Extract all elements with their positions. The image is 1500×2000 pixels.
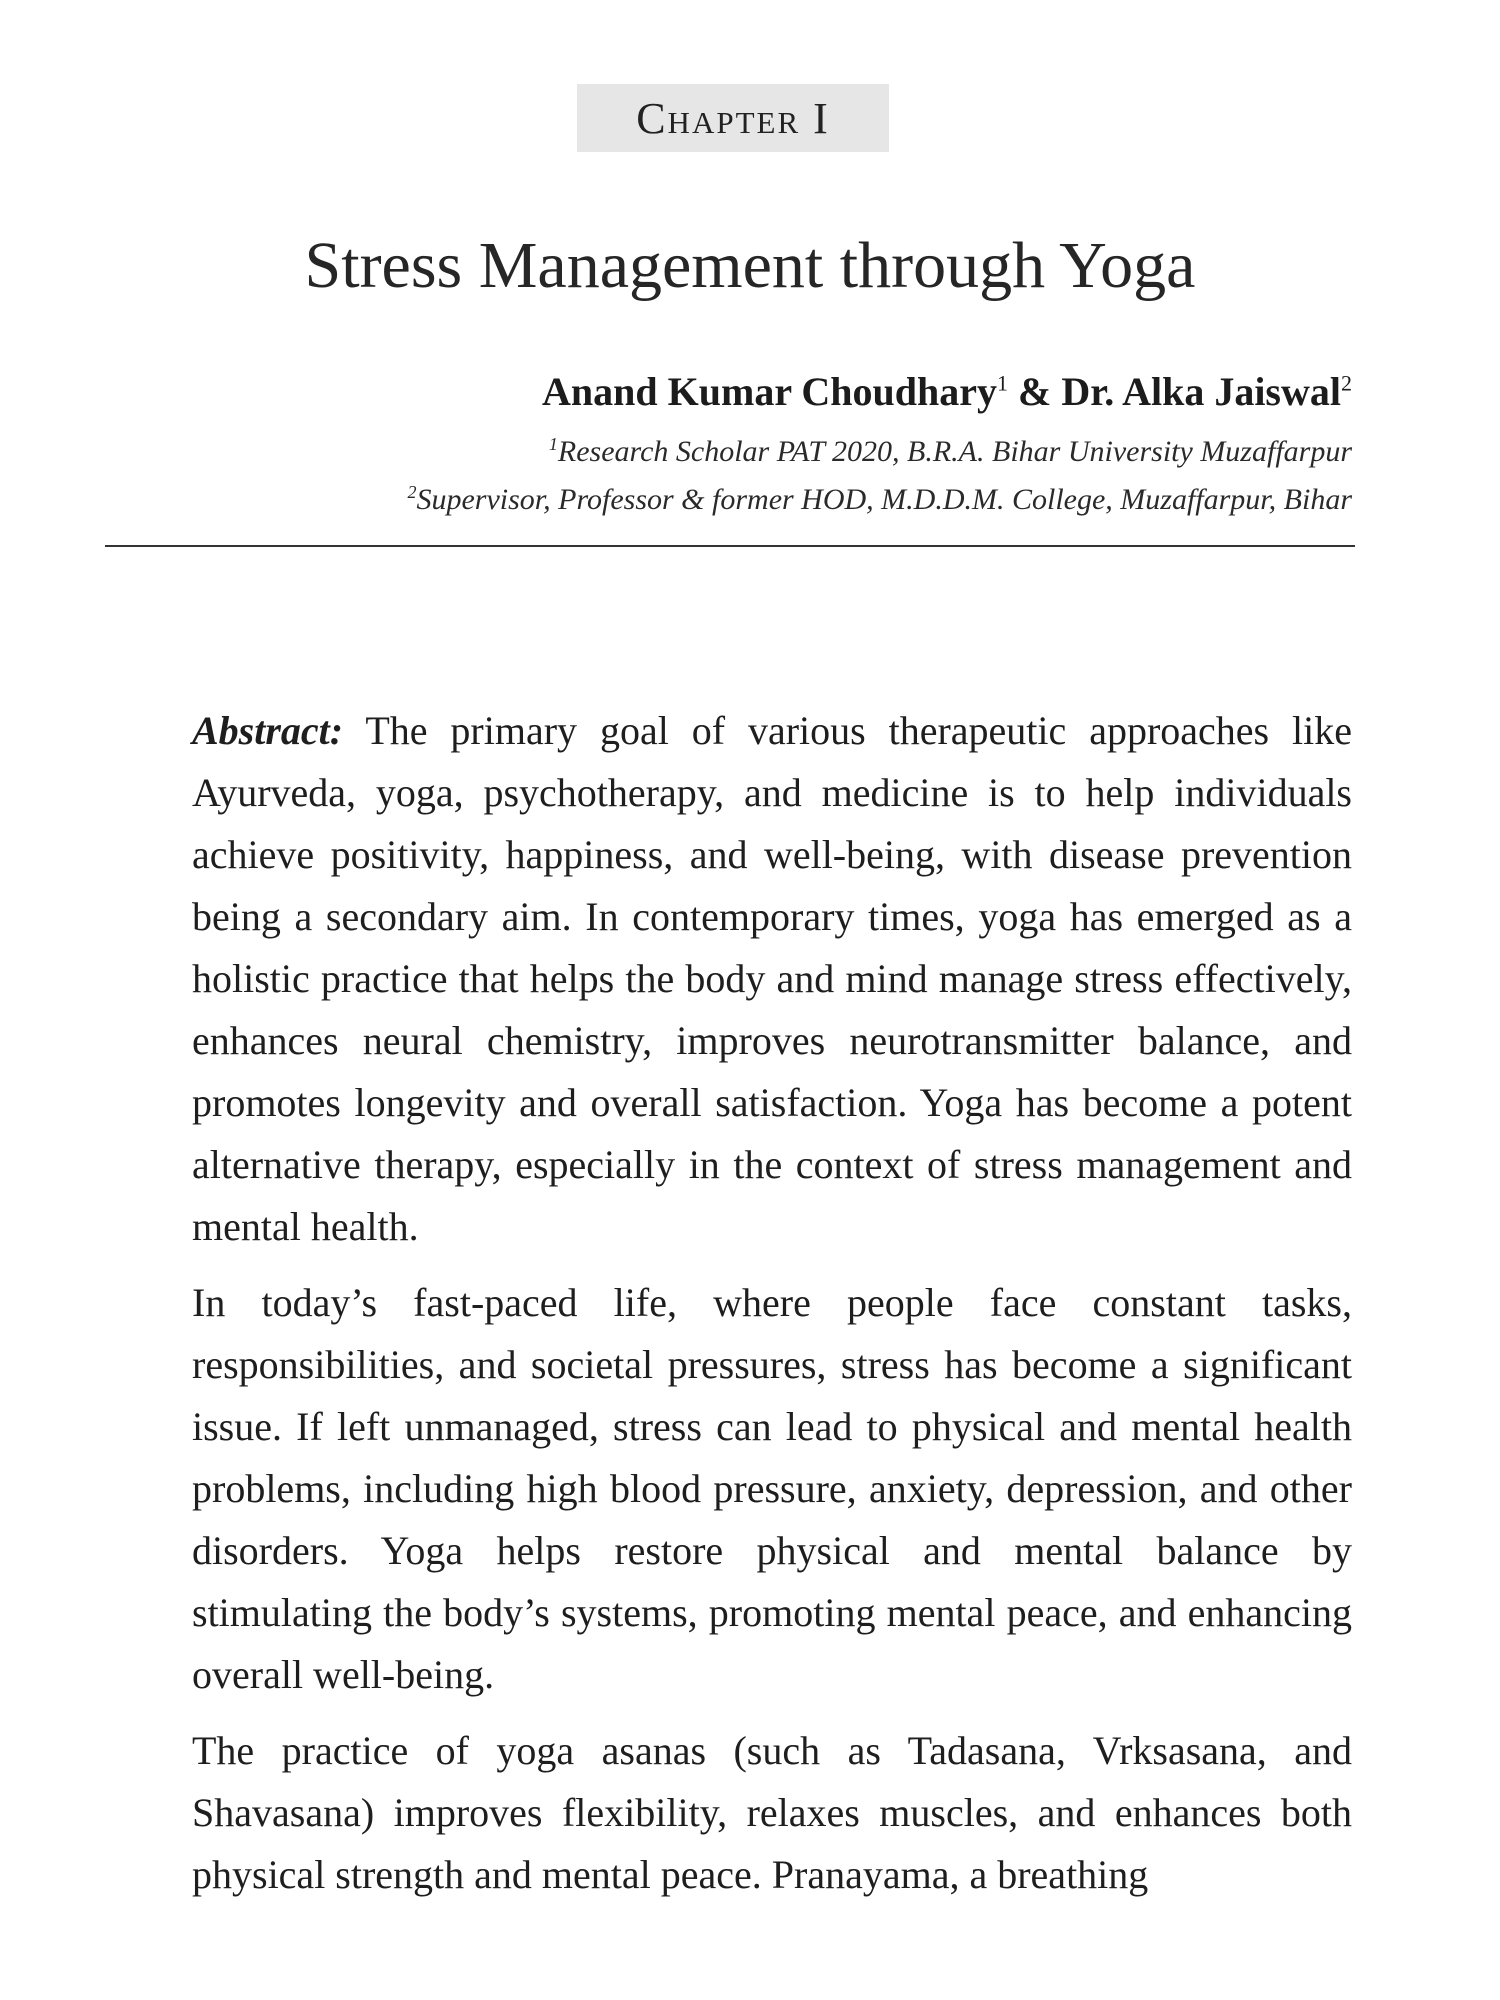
abstract-paragraph-3: The practice of yoga asanas (such as Tadasana, Vrksasana, and Shavasana) improves flexibility, relaxes muscles, and enhances both physical strength and mental peace. Pranayama, a breathing <box>192 1728 1352 1897</box>
author-separator: & <box>1007 369 1062 414</box>
affiliation-2 <box>407 482 1352 517</box>
abstract-paragraph-1 <box>192 700 1352 1258</box>
abstract-paragraph-2: In today’s fast-paced life, where people face constant tasks, responsibilities, and societal pressures, stress has become a significant issue. If left unmanaged, stress can lead to physical and mental health problems, including high blood pressure, anxiety, depression, and other disorders. Yoga helps restore physical and mental balance by stimulating the body’s systems, promoting mental peace, and enhancing overall well-being. <box>192 1280 1352 1697</box>
affiliation-1 <box>549 434 1352 469</box>
chapter-label-text: Chapter I <box>636 93 830 143</box>
affiliation-2-text: Supervisor, Professor & former HOD, M.D.D.M. College, Muzaffarpur, Bihar <box>416 483 1352 516</box>
author-2-marker: 2 <box>1341 370 1352 396</box>
author-1-marker: 1 <box>996 370 1008 396</box>
author-1-name: Anand Kumar Choudhary <box>542 369 997 414</box>
affiliation-1-text: Research Scholar PAT 2020, B.R.A. Bihar University Muzaffarpur <box>557 435 1352 468</box>
chapter-label <box>577 84 889 152</box>
chapter-title: Stress Management through Yoga <box>304 229 1196 302</box>
affiliation-2-marker: 2 <box>407 482 417 502</box>
header-divider <box>105 545 1355 547</box>
abstract-body <box>192 700 1352 1920</box>
abstract-label: Abstract: <box>192 708 344 753</box>
author-line <box>542 368 1352 415</box>
abstract-paragraph-1-text: The primary goal of various therapeutic approaches like Ayurveda, yoga, psychotherapy, and medicine is to help individuals achieve positivity, happiness, and well-being, with disease prevention being a secondary aim. In contemporary times, yoga has emerged as a holistic practice that helps the body and mind manage stress effectively, enhances neural chemistry, improves neurotransmitter balance, and promotes longevity and overall satisfaction. Yoga has become a potent alternative therapy, especially in the context of stress management and mental health. <box>192 708 1352 1249</box>
author-2-name: Dr. Alka Jaiswal <box>1061 369 1341 414</box>
affiliation-1-marker: 1 <box>548 434 558 454</box>
